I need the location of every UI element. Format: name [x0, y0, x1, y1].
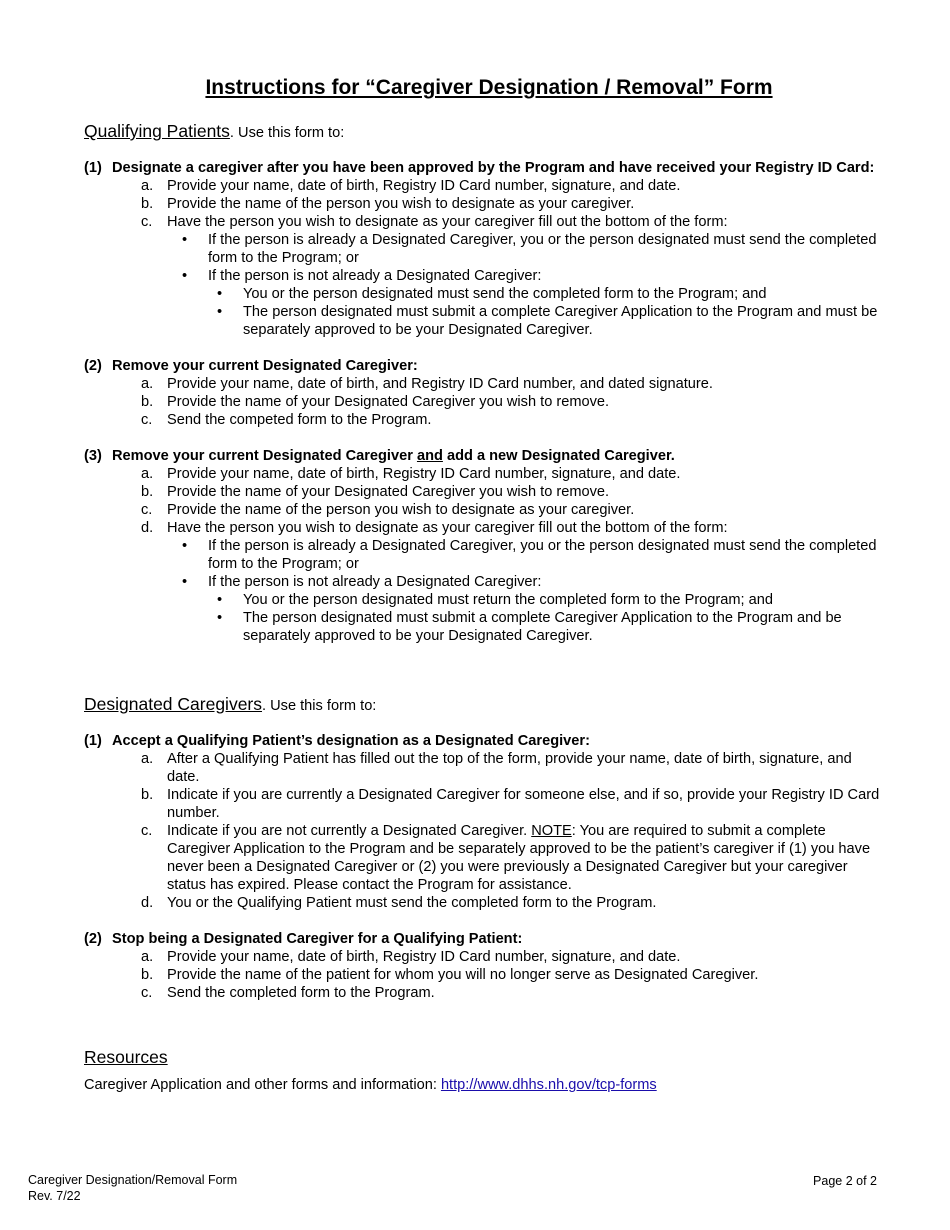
sub-bullet-text: You or the person designated must return the completed form to the Program; and [243, 592, 774, 608]
list-item-text: Provide the name of the person you wish to designate as your caregiver. [167, 502, 635, 518]
item-heading-text: Accept a Qualifying Patient’s designation as a Designated Caregiver: [112, 733, 590, 749]
list-marker: d. [141, 895, 154, 911]
list-item-text: After a Qualifying Patient has filled out the top of the form, provide your name, date of birth, signature, and date. [167, 751, 852, 785]
section-subtitle: . Use this form to: [262, 698, 377, 714]
list-marker: b. [141, 484, 154, 500]
section-subtitle: . Use this form to: [229, 125, 345, 141]
sub-bullet-text: The person designated must submit a complete Caregiver Application to the Program and be separately approved to be your Designated Caregiver. [243, 610, 842, 644]
tcp-forms-link[interactable]: http://www.dhhs.nh.gov/tcp-forms [440, 1077, 657, 1093]
list-item [141, 501, 884, 519]
bullet-marker: • [217, 592, 223, 608]
list-marker: a. [141, 466, 154, 482]
footer-revision: Rev. 7/22 [28, 1189, 81, 1203]
bullet-text: If the person is not already a Designated Caregiver: [208, 268, 542, 284]
list-item-text: Have the person you wish to designate as your caregiver fill out the bottom of the form: [167, 520, 728, 536]
heading-part: Remove your current Designated Caregiver [112, 448, 417, 464]
list-item-text: Provide the name of the person you wish to designate as your caregiver. [167, 196, 635, 212]
text-part: Indicate if you are not currently a Designated Caregiver. [167, 823, 532, 839]
list-item-text: Provide the name of your Designated Caregiver you wish to remove. [167, 394, 610, 410]
page-title: Instructions for “Caregiver Designation / Removal” Form [205, 76, 773, 99]
sub-list [84, 948, 884, 1002]
item-heading-text: Designate a caregiver after you have been approved by the Program and have received your Registry ID Card: [112, 160, 875, 176]
list-item-text: Provide your name, date of birth, Registry ID Card number, signature, and date. [167, 466, 681, 482]
list-item-text: Send the completed form to the Program. [167, 985, 435, 1001]
list-item [141, 375, 884, 393]
list-item [141, 195, 884, 213]
sub-list [84, 750, 884, 912]
bullet-item [182, 267, 884, 339]
sub-bullet-list [208, 285, 884, 339]
list-item [141, 411, 884, 429]
list-item-text: Provide the name of the patient for whom you will no longer serve as Designated Caregiver. [167, 967, 759, 983]
item-number: (1) [84, 160, 102, 176]
list-item [141, 822, 884, 894]
text-part: : You are required to submit a complete Caregiver Application to the Program and be separately approved to be the patient’s caregiver if (1) you have never been a Designated Caregiver or (2) you were previously a Designated Caregiver but your caregiver status has expired. Please contact the Program for assistance. [167, 823, 871, 893]
list-item [141, 519, 884, 645]
list-marker: b. [141, 196, 154, 212]
note-label: NOTE [531, 823, 572, 839]
list-item [141, 966, 884, 984]
list-item [141, 177, 884, 195]
sub-list [84, 375, 884, 429]
item-number: (3) [84, 448, 102, 464]
bullet-list [167, 231, 884, 339]
list-item [141, 213, 884, 339]
patients-item-2 [84, 357, 884, 429]
bullet-text: If the person is already a Designated Caregiver, you or the person designated must send the completed form to the Program; or [208, 538, 877, 572]
footer-form-name: Caregiver Designation/Removal Form [28, 1173, 238, 1187]
sub-list [84, 465, 884, 645]
list-marker: c. [141, 985, 153, 1001]
section-title: Resources [84, 1047, 168, 1067]
item-number: (2) [84, 931, 102, 947]
list-item [141, 465, 884, 483]
list-item [141, 483, 884, 501]
item-heading [84, 732, 884, 750]
section-title: Designated Caregivers [84, 694, 263, 714]
item-heading [84, 357, 884, 375]
list-item [141, 393, 884, 411]
list-marker: c. [141, 214, 153, 230]
list-item [141, 948, 884, 966]
bullet-marker: • [182, 232, 188, 248]
sub-bullet-text: You or the person designated must send the completed form to the Program; and [243, 286, 767, 302]
bullet-item [182, 231, 884, 267]
item-heading [84, 930, 884, 948]
bullet-list [167, 537, 884, 645]
caregivers-item-1 [84, 732, 884, 912]
bullet-marker: • [217, 304, 223, 320]
list-marker: c. [141, 823, 153, 839]
list-item-text: Indicate if you are currently a Designated Caregiver for someone else, and if so, provide your Registry ID Card number. [167, 787, 880, 821]
list-marker: c. [141, 412, 153, 428]
list-marker: b. [141, 394, 154, 410]
document-body [84, 120, 884, 1094]
list-item-text: Provide your name, date of birth, and Registry ID Card number, and dated signature. [167, 376, 713, 392]
page-number: Page 2 of 2 [813, 1174, 877, 1188]
list-item-text: Have the person you wish to designate as your caregiver fill out the bottom of the form: [167, 214, 728, 230]
patients-item-3 [84, 447, 884, 645]
item-heading [84, 159, 884, 177]
list-marker: b. [141, 787, 154, 803]
list-item-text: You or the Qualifying Patient must send the completed form to the Program. [167, 895, 657, 911]
bullet-marker: • [217, 286, 223, 302]
list-marker: d. [141, 520, 154, 536]
list-item-text: Provide the name of your Designated Caregiver you wish to remove. [167, 484, 610, 500]
list-item [141, 750, 884, 786]
list-item [141, 894, 884, 912]
sub-list [84, 177, 884, 339]
list-marker: c. [141, 502, 153, 518]
sub-bullet-item [217, 591, 884, 609]
list-item-text [167, 822, 884, 894]
item-number: (2) [84, 358, 102, 374]
patients-item-1 [84, 159, 884, 339]
resources-line [84, 1076, 884, 1094]
sub-bullet-item [217, 609, 884, 645]
item-heading-text [112, 447, 884, 465]
sub-bullet-item [217, 285, 884, 303]
bullet-marker: • [182, 574, 188, 590]
bullet-marker: • [217, 610, 223, 626]
bullet-marker: • [182, 538, 188, 554]
list-item-text: Provide your name, date of birth, Registry ID Card number, signature, and date. [167, 178, 681, 194]
section-heading-resources [84, 1048, 884, 1068]
heading-part: add a new Designated Caregiver. [442, 448, 675, 464]
section-heading-caregivers [84, 695, 884, 715]
section-heading-patients [84, 122, 884, 142]
bullet-item [182, 573, 884, 645]
caregivers-item-2 [84, 930, 884, 1002]
section-title: Qualifying Patients [84, 121, 230, 141]
heading-emphasis: and [416, 448, 443, 464]
item-heading [84, 447, 884, 465]
list-marker: a. [141, 178, 154, 194]
item-heading-text: Stop being a Designated Caregiver for a Qualifying Patient: [112, 931, 523, 947]
list-marker: b. [141, 967, 154, 983]
list-item-text: Send the competed form to the Program. [167, 412, 432, 428]
bullet-item [182, 537, 884, 573]
resources-text: Caregiver Application and other forms and information: [84, 1077, 441, 1093]
item-number: (1) [84, 733, 102, 749]
list-item [141, 984, 884, 1002]
sub-bullet-item [217, 303, 884, 339]
list-marker: a. [141, 376, 154, 392]
list-marker: a. [141, 751, 154, 767]
footer-form-info [28, 1172, 237, 1204]
bullet-text: If the person is already a Designated Caregiver, you or the person designated must send the completed form to the Program; or [208, 232, 877, 266]
bullet-text: If the person is not already a Designated Caregiver: [208, 574, 542, 590]
list-item [141, 786, 884, 822]
list-item-text: Provide your name, date of birth, Registry ID Card number, signature, and date. [167, 949, 681, 965]
sub-bullet-text: The person designated must submit a complete Caregiver Application to the Program and must be separately approved to be your Designated Caregiver. [243, 304, 878, 338]
bullet-marker: • [182, 268, 188, 284]
item-heading-text: Remove your current Designated Caregiver: [112, 358, 418, 374]
list-marker: a. [141, 949, 154, 965]
sub-bullet-list [208, 591, 884, 645]
